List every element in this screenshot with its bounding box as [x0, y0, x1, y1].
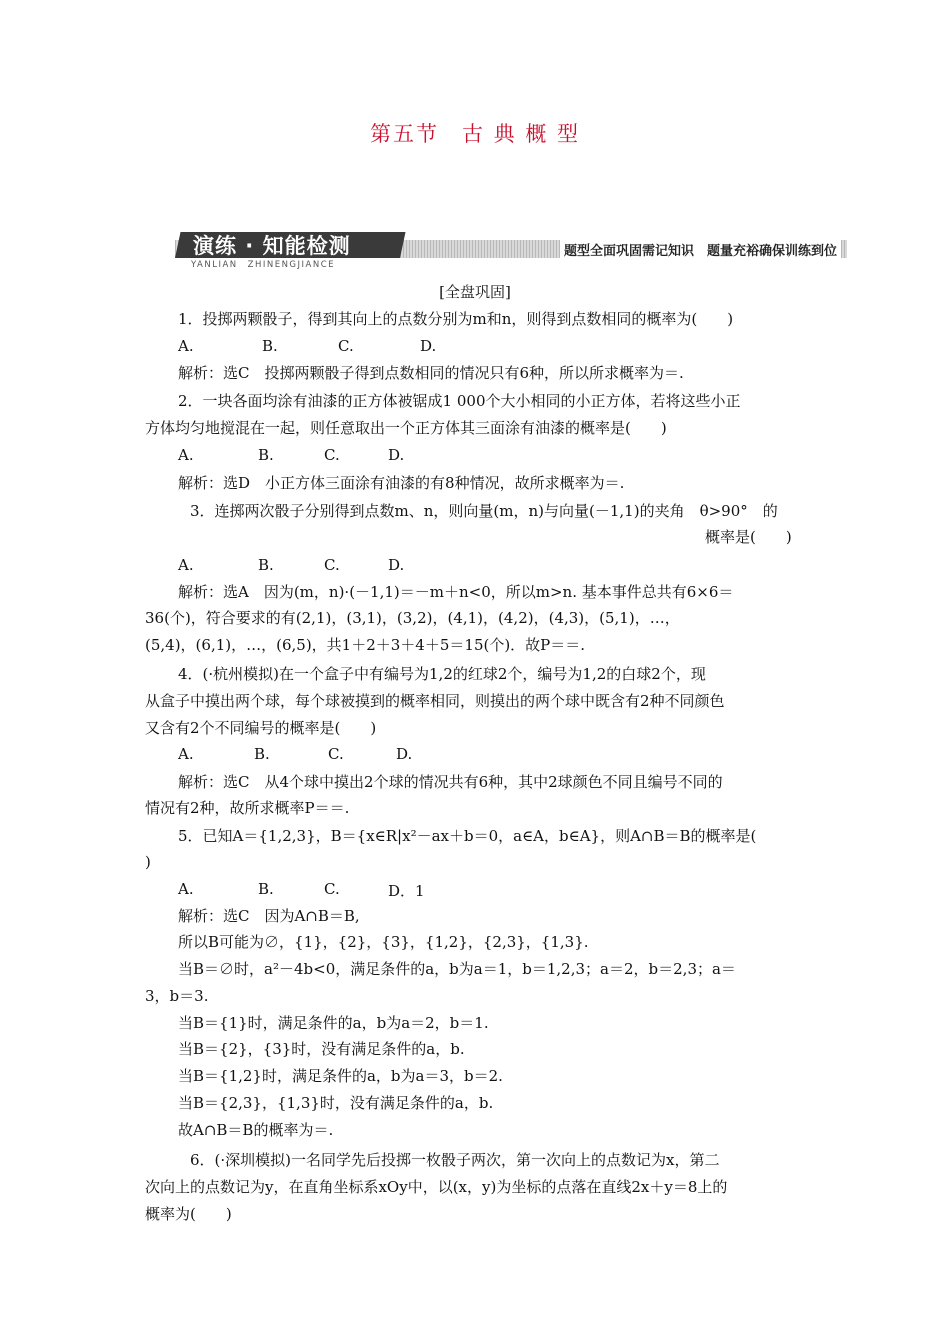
answer-4-line-1: 解析：选C 从4个球中摸出2个球的情况共有6种，其中2球颜色不同且编号不同的: [178, 773, 723, 791]
option-a: A.: [178, 745, 194, 763]
answer-3-line-2: 36(个)，符合要求的有(2,1)，(3,1)，(3,2)，(4,1)，(4,2)，(4,3)，(5,1)，…，: [145, 609, 680, 627]
question-1: 1．投掷两颗骰子，得到其向上的点数分别为m和n，则得到点数相同的概率为( ): [178, 310, 734, 328]
option-a: A.: [178, 337, 194, 355]
answer-5-line-9: 故A∩B＝B的概率为＝.: [178, 1121, 334, 1139]
answer-5-line-4: 3，b＝3.: [145, 987, 209, 1005]
answer-3-line-1: 解析：选A 因为(m，n)·(－1,1)＝－m＋n<0，所以m>n. 基本事件总共有6×6＝: [178, 583, 734, 601]
question-6-line-1: 6．(·深圳模拟)一名同学先后投掷一枚骰子两次，第一次向上的点数记为x，第二: [190, 1151, 720, 1169]
option-c: C.: [328, 745, 344, 763]
option-a: A.: [178, 880, 194, 898]
answer-5-line-2: 所以B可能为∅，{1}，{2}，{3}，{1,2}，{2,3}，{1,3}.: [178, 933, 589, 951]
answer-4-line-2: 情况有2种，故所求概率P＝＝.: [145, 799, 350, 817]
option-c: C.: [324, 880, 340, 898]
question-2-line-1: 2．一块各面均涂有油漆的正方体被锯成1 000个大小相同的小正方体，若将这些小正: [178, 392, 741, 410]
option-b: B.: [262, 337, 278, 355]
option-b: B.: [258, 880, 274, 898]
option-d: D.: [388, 556, 405, 574]
answer-5-line-6: 当B＝{2}，{3}时，没有满足条件的a，b.: [178, 1040, 465, 1058]
answer-5-line-8: 当B＝{2,3}，{1,3}时，没有满足条件的a，b.: [178, 1094, 494, 1112]
answer-5-line-5: 当B＝{1}时，满足条件的a，b为a＝2，b＝1.: [178, 1014, 489, 1032]
option-d: D.: [388, 446, 405, 464]
option-b: B.: [258, 556, 274, 574]
option-b: B.: [254, 745, 270, 763]
question-2-line-2: 方体均匀地搅混在一起，则任意取出一个正方体其三面涂有油漆的概率是( ): [145, 419, 667, 437]
section-header: [全盘巩固]: [439, 283, 511, 301]
banner-slogan: 题型全面巩固需记知识 题量充裕确保训练到位: [560, 240, 841, 259]
answer-3-line-3: (5,4)，(6,1)，…，(6,5)，共1＋2＋3＋4＋5＝15(个)．故P＝＝.: [145, 636, 586, 654]
option-a: A.: [178, 556, 194, 574]
answer-2: 解析：选D 小正方体三面涂有油漆的有8种情况，故所求概率为＝.: [178, 474, 625, 492]
question-4-line-1: 4．(·杭州模拟)在一个盒子中有编号为1,2的红球2个，编号为1,2的白球2个，现: [178, 665, 706, 683]
answer-5-line-7: 当B＝{1,2}时，满足条件的a，b为a＝3，b＝2.: [178, 1067, 503, 1085]
option-c: C.: [338, 337, 354, 355]
option-d: D.: [396, 745, 413, 763]
question-3-line-2: 概率是( ): [705, 528, 792, 546]
question-6-line-2: 次向上的点数记为y，在直角坐标系xOy中，以(x，y)为坐标的点落在直线2x＋y＝8上的: [145, 1178, 728, 1196]
banner-pinyin: YANLIAN ZHINENGJIANCE: [191, 260, 336, 270]
section-banner: [175, 228, 847, 270]
answer-5-line-1: 解析：选C 因为A∩B＝B,: [178, 907, 360, 925]
option-b: B.: [258, 446, 274, 464]
question-3-line-1: 3．连掷两次骰子分别得到点数m、n，则向量(m，n)与向量(－1,1)的夹角 θ>90° 的: [190, 502, 778, 520]
question-5-line-2: ): [145, 853, 151, 871]
option-d: D.: [420, 337, 437, 355]
option-a: A.: [178, 446, 194, 464]
answer-5-line-3: 当B＝∅时，a²－4b<0，满足条件的a，b为a＝1，b＝1,2,3；a＝2，b＝2,3；a＝: [178, 960, 736, 978]
option-c: C.: [324, 556, 340, 574]
question-6-line-3: 概率为( ): [145, 1205, 232, 1223]
page-title: 第五节 古 典 概 型: [369, 122, 581, 146]
answer-1: 解析：选C 投掷两颗骰子得到点数相同的情况只有6种，所以所求概率为＝.: [178, 364, 684, 382]
option-d: D．1: [388, 882, 425, 900]
question-4-line-2: 从盒子中摸出两个球，每个球被摸到的概率相同，则摸出的两个球中既含有2种不同颜色: [145, 692, 725, 710]
question-4-line-3: 又含有2个不同编号的概率是( ): [145, 719, 377, 737]
banner-title: 演练 · 知能检测: [193, 234, 351, 258]
option-c: C.: [324, 446, 340, 464]
question-5-line-1: 5．已知A＝{1,2,3}，B＝{x∈R|x²－ax＋b＝0，a∈A，b∈A}，则A∩B＝B的概率是(: [178, 827, 757, 845]
